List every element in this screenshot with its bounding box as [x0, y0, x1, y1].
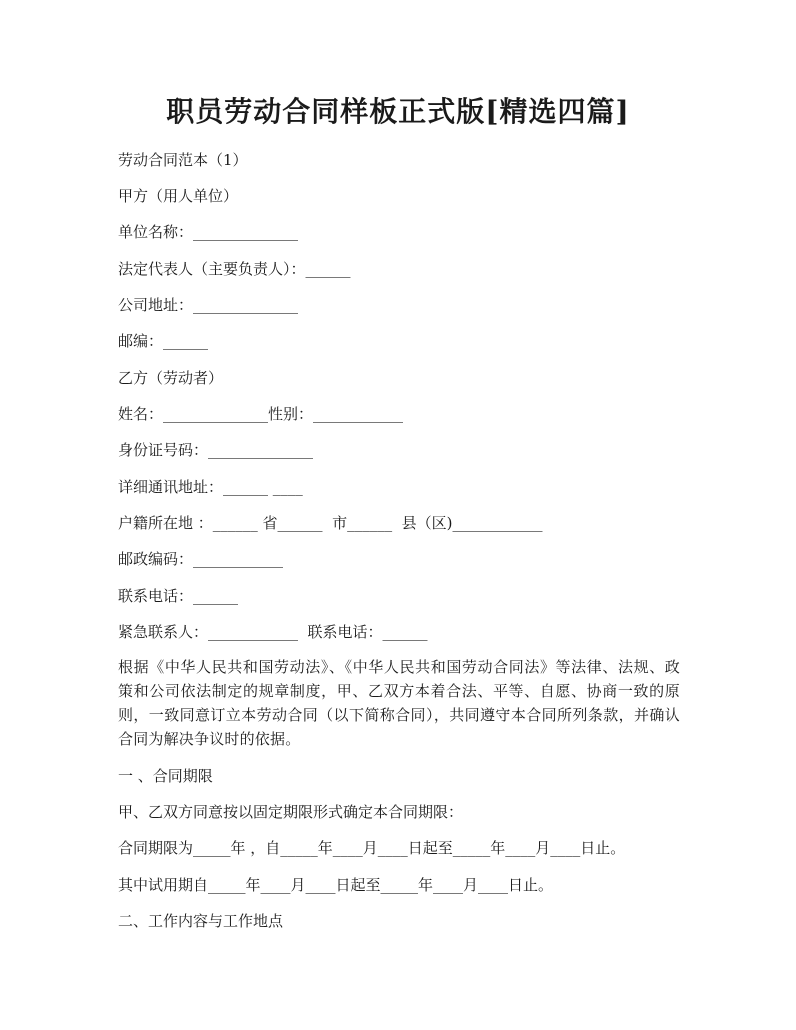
emergency-contact-line: 紧急联系人：____________ 联系电话：______ — [118, 623, 428, 641]
term-agreement-line: 甲、乙双方同意按以固定期限形式确定本合同期限： — [118, 803, 464, 821]
probation-period-line: 其中试用期自_____年____月____日起至_____年____月____日止。 — [118, 876, 554, 894]
contract-sample-heading: 劳动合同范本（1） — [118, 151, 248, 169]
legal-representative-line: 法定代表人（主要负责人）：______ — [118, 260, 351, 278]
preamble-paragraph: 根据《中华人民共和国劳动法》、《中华人民共和国劳动合同法》等法律、法规、政策和公司依法制定的规章制度，甲、乙双方本着合法、平等、自愿、协商一致的原则，一致同意订立本劳动合同（以下简称合同），共同遵守本合同所列条款，并确认合同为解决争议时的依据。 — [118, 658, 680, 748]
section-1-heading: 一 、合同期限 — [118, 767, 213, 785]
party-b-heading: 乙方（劳动者） — [118, 369, 224, 387]
postcode-line: 邮编：______ — [118, 332, 209, 350]
household-registration-line: 户籍所在地 ：______ 省______ 市______ 县（区)____________ — [118, 514, 543, 532]
mailing-address-line: 详细通讯地址：______ ____ — [118, 478, 303, 496]
page-title: 职员劳动合同样板正式版[精选四篇] — [166, 95, 630, 128]
postal-code-line: 邮政编码：____________ — [118, 550, 284, 568]
company-address-line: 公司地址：______________ — [118, 296, 299, 314]
id-number-line: 身份证号码：______________ — [118, 441, 314, 459]
phone-line: 联系电话：______ — [118, 587, 239, 605]
section-2-heading: 二、工作内容与工作地点 — [118, 912, 284, 930]
party-a-heading: 甲方（用人单位） — [118, 187, 239, 205]
contract-term-line: 合同期限为_____年 ，自_____年____月____日起至_____年____月____日止。 — [118, 839, 626, 857]
company-name-line: 单位名称：______________ — [118, 223, 299, 241]
name-gender-line: 姓名：______________性别：____________ — [118, 405, 404, 423]
